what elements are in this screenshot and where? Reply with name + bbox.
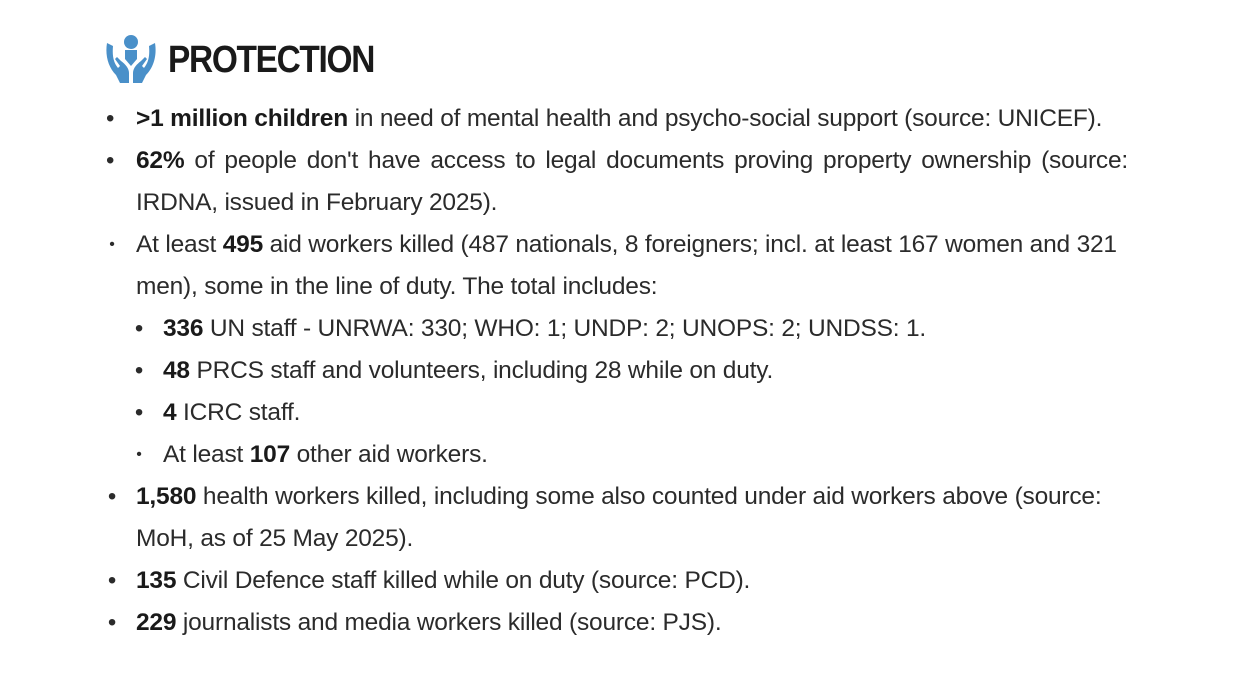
item-text: journalists and media workers killed (source: PJS). — [176, 609, 722, 636]
sub-list-item — [104, 350, 1128, 392]
item-highlight: 135 — [136, 567, 177, 594]
bullet-icon: • — [134, 315, 144, 342]
item-highlight: 1,580 — [136, 483, 197, 510]
item-text: ICRC staff. — [176, 399, 301, 426]
bullet-icon: • — [106, 105, 115, 132]
item-highlight: 495 — [222, 231, 263, 258]
item-text: Civil Defence staff killed while on duty (source: PCD). — [176, 567, 751, 594]
list-item — [104, 560, 1128, 602]
item-text: PRCS staff and volunteers, including 28 while on duty. — [189, 357, 774, 384]
bullet-icon: • — [106, 147, 115, 174]
list-item — [104, 98, 1128, 140]
sub-list-item — [104, 434, 1128, 476]
item-highlight: 107 — [249, 441, 290, 468]
item-text: other aid workers. — [290, 441, 488, 468]
item-highlight: 336 — [163, 315, 204, 342]
item-highlight: 48 — [163, 357, 190, 384]
list-item — [104, 224, 1128, 308]
item-prefix: At least — [163, 441, 250, 468]
section-heading — [104, 30, 402, 90]
protection-list — [104, 98, 1128, 644]
bullet-icon: • — [107, 609, 117, 636]
item-highlight: 4 — [163, 399, 177, 426]
item-text: aid workers killed (487 nationals, 8 foreigners; incl. at least 167 women and 321 men), some in the line of duty. The total includes: — [136, 231, 1117, 300]
item-text: in need of mental health and psycho-social support (source: UNICEF). — [348, 105, 1103, 132]
bullet-icon: • — [107, 483, 117, 510]
list-item — [104, 476, 1128, 560]
item-text: health workers killed, including some also counted under aid workers above (source: MoH, as of 25 May 2025). — [136, 483, 1102, 552]
bullet-icon: • — [136, 446, 142, 463]
bullet-icon: • — [107, 567, 117, 594]
item-highlight: 229 — [136, 609, 177, 636]
sub-list-item — [104, 392, 1128, 434]
section-title: PROTECTION — [168, 38, 375, 81]
item-text: of people don't have access to legal documents proving property ownership (source: IRDNA, issued in February 2025). — [136, 147, 1128, 216]
item-text: UN staff - UNRWA: 330; WHO: 1; UNDP: 2; UNOPS: 2; UNDSS: 1. — [203, 315, 926, 342]
item-highlight: 62% — [136, 147, 185, 174]
list-item — [104, 140, 1128, 224]
bullet-icon: • — [134, 357, 144, 384]
item-prefix: At least — [136, 231, 223, 258]
item-highlight: >1 million children — [136, 105, 348, 132]
bullet-icon: • — [109, 236, 115, 253]
sub-list-item — [104, 308, 1128, 350]
bullet-icon: • — [134, 399, 144, 426]
list-item — [104, 602, 1128, 644]
hands-protecting-person-icon — [104, 33, 158, 87]
